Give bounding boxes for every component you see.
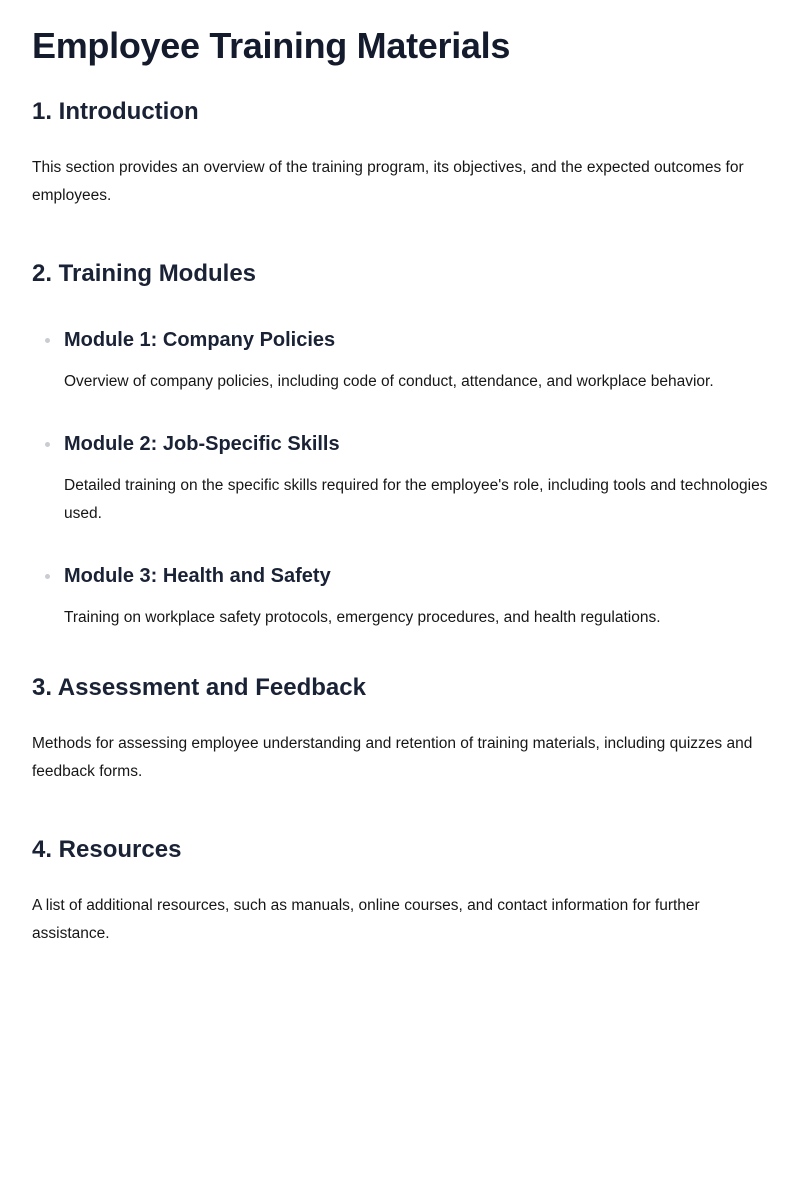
bullet-icon bbox=[45, 574, 50, 579]
section-heading: 3. Assessment and Feedback bbox=[32, 674, 366, 701]
module-description: Detailed training on the specific skills required for the employee's role, including tools and technologies used. bbox=[64, 477, 768, 522]
list-item bbox=[64, 326, 768, 396]
bullet-icon bbox=[45, 338, 50, 343]
section-heading: 1. Introduction bbox=[32, 98, 199, 125]
section-paragraph: A list of additional resources, such as manuals, online courses, and contact information for further assistance. bbox=[32, 897, 700, 942]
module-list bbox=[32, 326, 768, 632]
module-description: Training on workplace safety protocols, emergency procedures, and health regulations. bbox=[64, 609, 661, 626]
page-title: Employee Training Materials bbox=[32, 25, 511, 66]
section-paragraph: Methods for assessing employee understanding and retention of training materials, including quizzes and feedback forms. bbox=[32, 735, 753, 780]
bullet-icon bbox=[45, 442, 50, 447]
module-description: Overview of company policies, including code of conduct, attendance, and workplace behavior. bbox=[64, 373, 714, 390]
section-assessment bbox=[32, 672, 768, 786]
section-resources bbox=[32, 834, 768, 948]
section-introduction bbox=[32, 96, 768, 210]
section-heading: 4. Resources bbox=[32, 836, 182, 863]
module-title: Module 1: Company Policies bbox=[64, 329, 336, 351]
section-heading: 2. Training Modules bbox=[32, 260, 257, 287]
module-title: Module 2: Job-Specific Skills bbox=[64, 433, 340, 455]
section-paragraph: This section provides an overview of the training program, its objectives, and the expected outcomes for employees. bbox=[32, 159, 744, 204]
list-item bbox=[64, 562, 768, 632]
module-title: Module 3: Health and Safety bbox=[64, 565, 331, 587]
section-training-modules bbox=[32, 258, 768, 632]
list-item bbox=[64, 430, 768, 528]
